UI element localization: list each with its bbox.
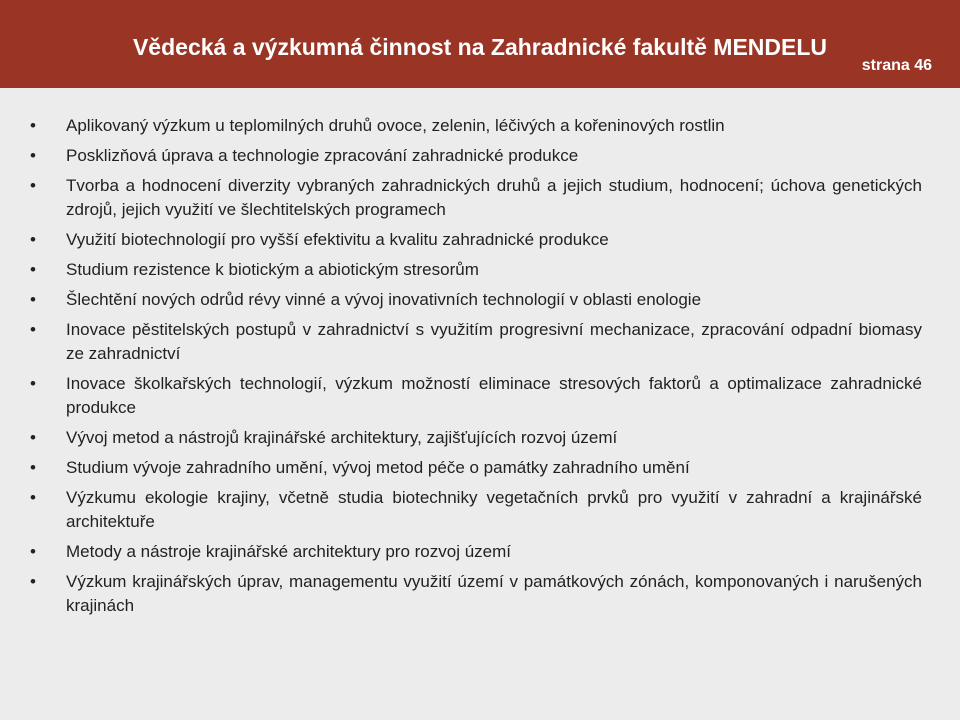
bullet-icon: •	[30, 176, 36, 195]
bullet-icon: •	[30, 542, 36, 561]
bullet-icon: •	[30, 260, 36, 279]
bullet-icon: •	[30, 374, 36, 393]
list-item	[30, 486, 922, 534]
bullet-list	[0, 114, 960, 624]
list-item	[30, 540, 922, 564]
list-item-text: Inovace školkařských technologií, výzkum možností eliminace stresových faktorů a optimalizace zahradnické produkce	[66, 374, 922, 417]
list-item	[30, 114, 922, 138]
list-item-text: Studium vývoje zahradního umění, vývoj metod péče o památky zahradního umění	[66, 458, 690, 477]
list-item-text: Posklizňová úprava a technologie zpracování zahradnické produkce	[66, 146, 579, 165]
list-item	[30, 372, 922, 420]
page-number: strana 46	[861, 57, 932, 74]
slide-title: Vědecká a výzkumná činnost na Zahradnické fakultě MENDELU	[132, 34, 828, 60]
bullet-icon: •	[30, 572, 36, 591]
bullet-icon: •	[30, 290, 36, 309]
bullet-icon: •	[30, 428, 36, 447]
bullet-icon: •	[30, 230, 36, 249]
list-item-text: Inovace pěstitelských postupů v zahradnictví s využitím progresivní mechanizace, zpracování odpadní biomasy ze zahradnictví	[66, 320, 922, 363]
header-bar	[0, 0, 960, 88]
list-item-text: Vývoj metod a nástrojů krajinářské architektury, zajišťujících rozvoj území	[66, 428, 618, 447]
list-item	[30, 426, 922, 450]
list-item	[30, 228, 922, 252]
list-item-text: Výzkum krajinářských úprav, managementu využití území v památkových zónách, komponovaných i narušených krajinách	[66, 572, 922, 615]
list-item	[30, 456, 922, 480]
list-item-text: Studium rezistence k biotickým a abiotickým stresorům	[66, 260, 479, 279]
list-item	[30, 288, 922, 312]
bullet-icon: •	[30, 458, 36, 477]
list-item	[30, 144, 922, 168]
list-item	[30, 318, 922, 366]
list-item	[30, 258, 922, 282]
list-item-text: Metody a nástroje krajinářské architektury pro rozvoj území	[66, 542, 512, 561]
list-item-text: Šlechtění nových odrůd révy vinné a vývoj inovativních technologií v oblasti enologie	[66, 290, 702, 309]
bullet-icon: •	[30, 146, 36, 165]
list-item	[30, 174, 922, 222]
list-item-text: Výzkumu ekologie krajiny, včetně studia biotechniky vegetačních prvků pro využití v zahradní a krajinářské architektuře	[66, 488, 922, 531]
list-item-text: Aplikovaný výzkum u teplomilných druhů ovoce, zelenin, léčivých a kořeninových rostlin	[66, 116, 725, 135]
list-item-text: Využití biotechnologií pro vyšší efektivitu a kvalitu zahradnické produkce	[66, 230, 609, 249]
bullet-icon: •	[30, 116, 36, 135]
bullet-icon: •	[30, 320, 36, 339]
list-item	[30, 570, 922, 618]
list-item-text: Tvorba a hodnocení diverzity vybraných zahradnických druhů a jejich studium, hodnocení; úchova genetických zdrojů, jejich využití ve šlechtitelských programech	[66, 176, 922, 219]
bullet-icon: •	[30, 488, 36, 507]
